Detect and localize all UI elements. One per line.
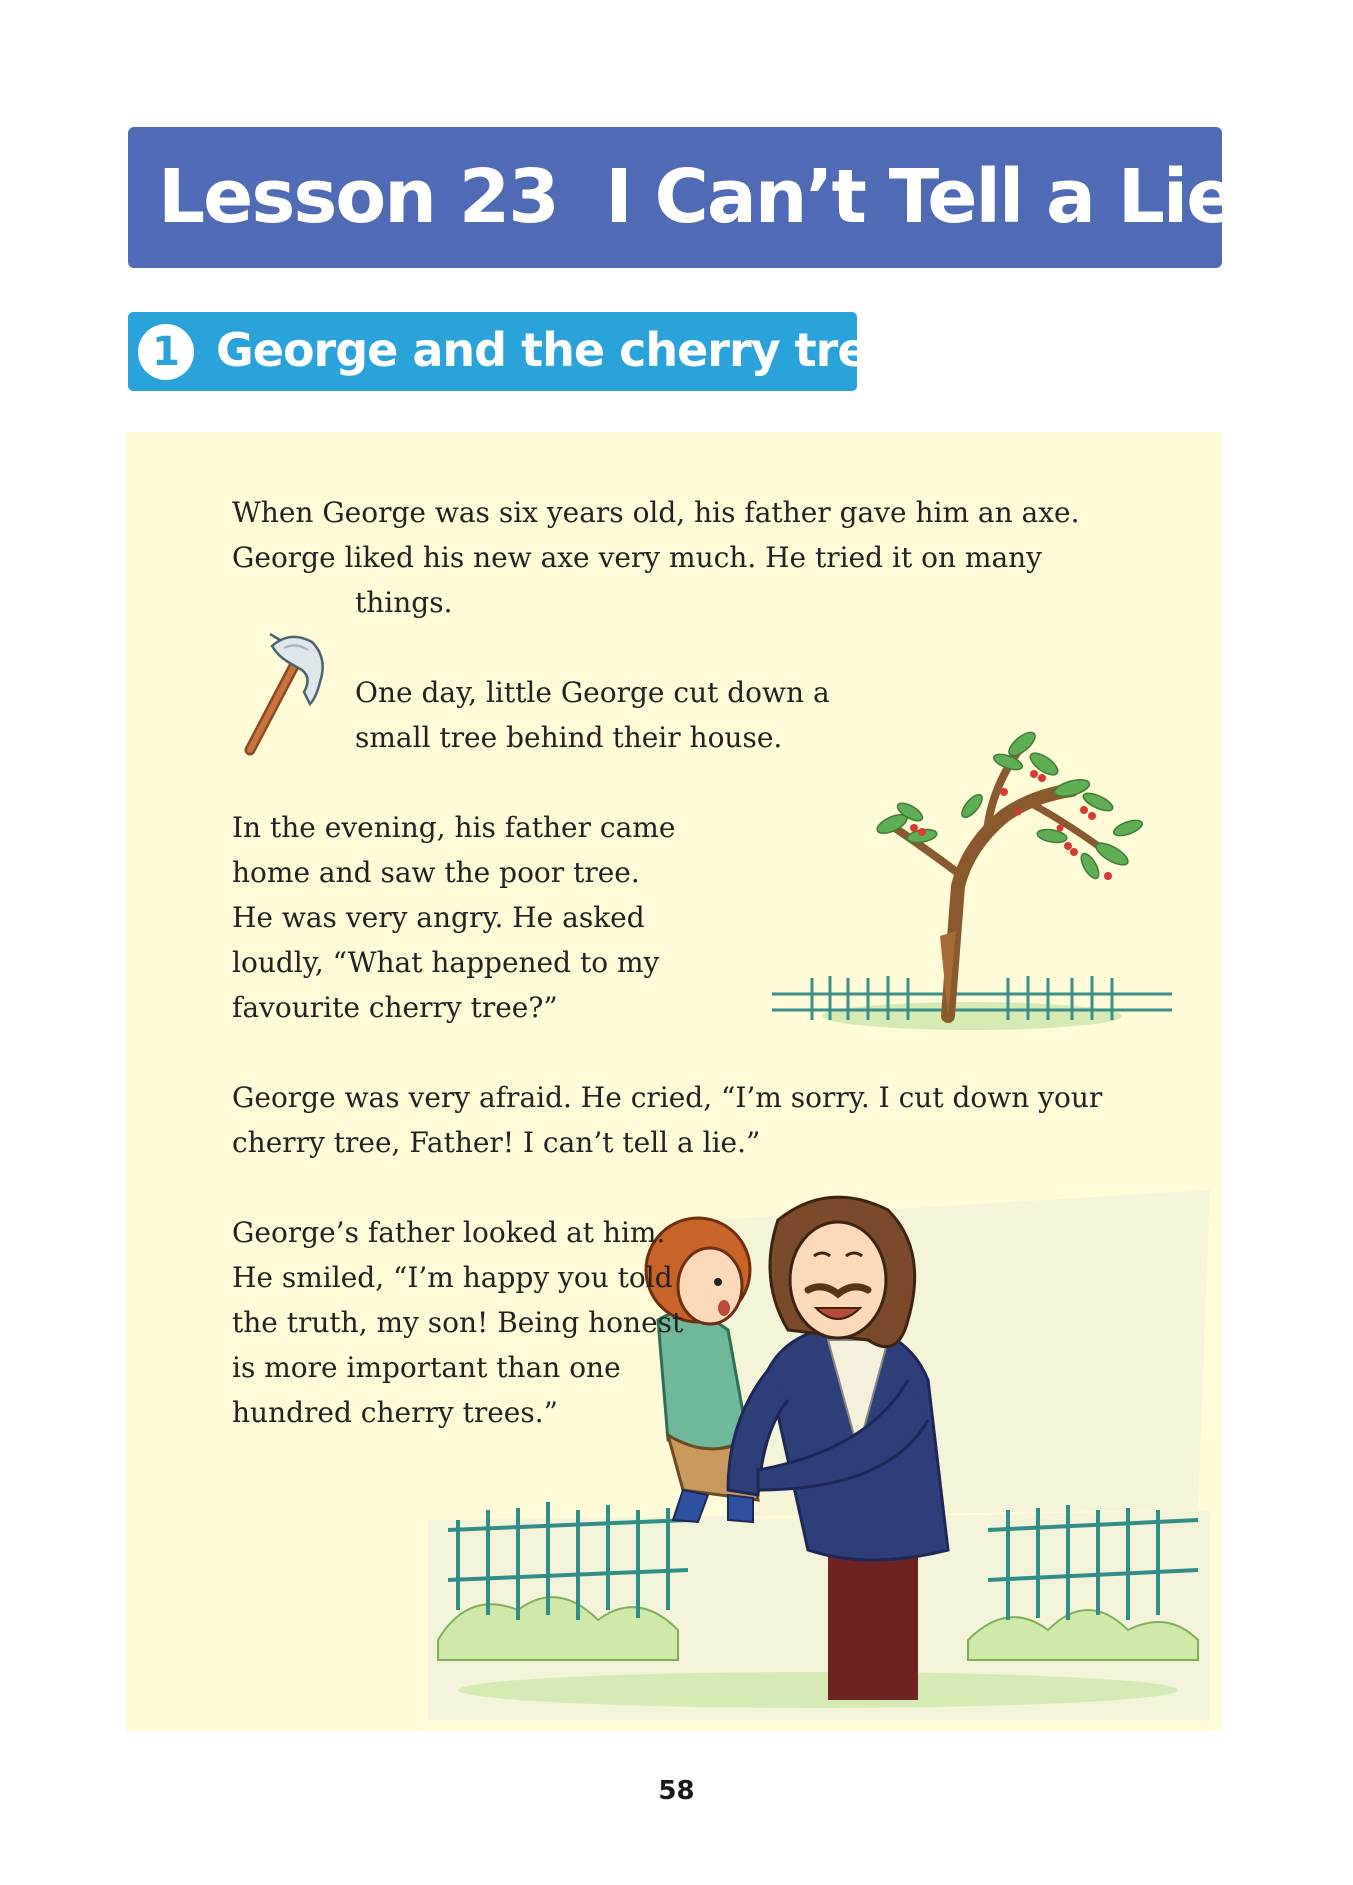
cherry-tree-illustration [772,716,1192,1036]
story-line: George was very afraid. He cried, “I’m sorry. I cut down your [232,1081,1103,1114]
lesson-title: Lesson 23 I Can’t Tell a Lie [158,154,1235,240]
story-line: When George was six years old, his father gave him an axe. [232,496,1080,529]
section-header [128,312,898,391]
page-number: 58 [658,1776,695,1806]
lesson-banner [128,127,1235,268]
story-line: In the evening, his father came [232,811,676,844]
section-title: George and the cherry tree [216,323,898,377]
story-line: home and saw the poor tree. [232,856,640,889]
story-line: George’s father looked at him. [232,1216,666,1249]
story-line: favourite cherry tree?” [232,991,558,1024]
story-line: the truth, my son! Being honest [232,1306,684,1339]
story-line: George liked his new axe very much. He tried it on many [232,541,1042,574]
axe-icon [232,628,332,760]
story-line: cherry tree, Father! I can’t tell a lie.” [232,1126,761,1159]
story-line: loudly, “What happened to my [232,946,660,979]
story-line: One day, little George cut down a [355,676,830,709]
story-line: things. [355,586,453,619]
story-line: He was very angry. He asked [232,901,645,934]
story-line: hundred cherry trees.” [232,1396,558,1429]
story-line: is more important than one [232,1351,621,1384]
section-number-badge: 1 [138,324,194,380]
story-line: small tree behind their house. [355,721,783,754]
story-line: He smiled, “I’m happy you told [232,1261,673,1294]
